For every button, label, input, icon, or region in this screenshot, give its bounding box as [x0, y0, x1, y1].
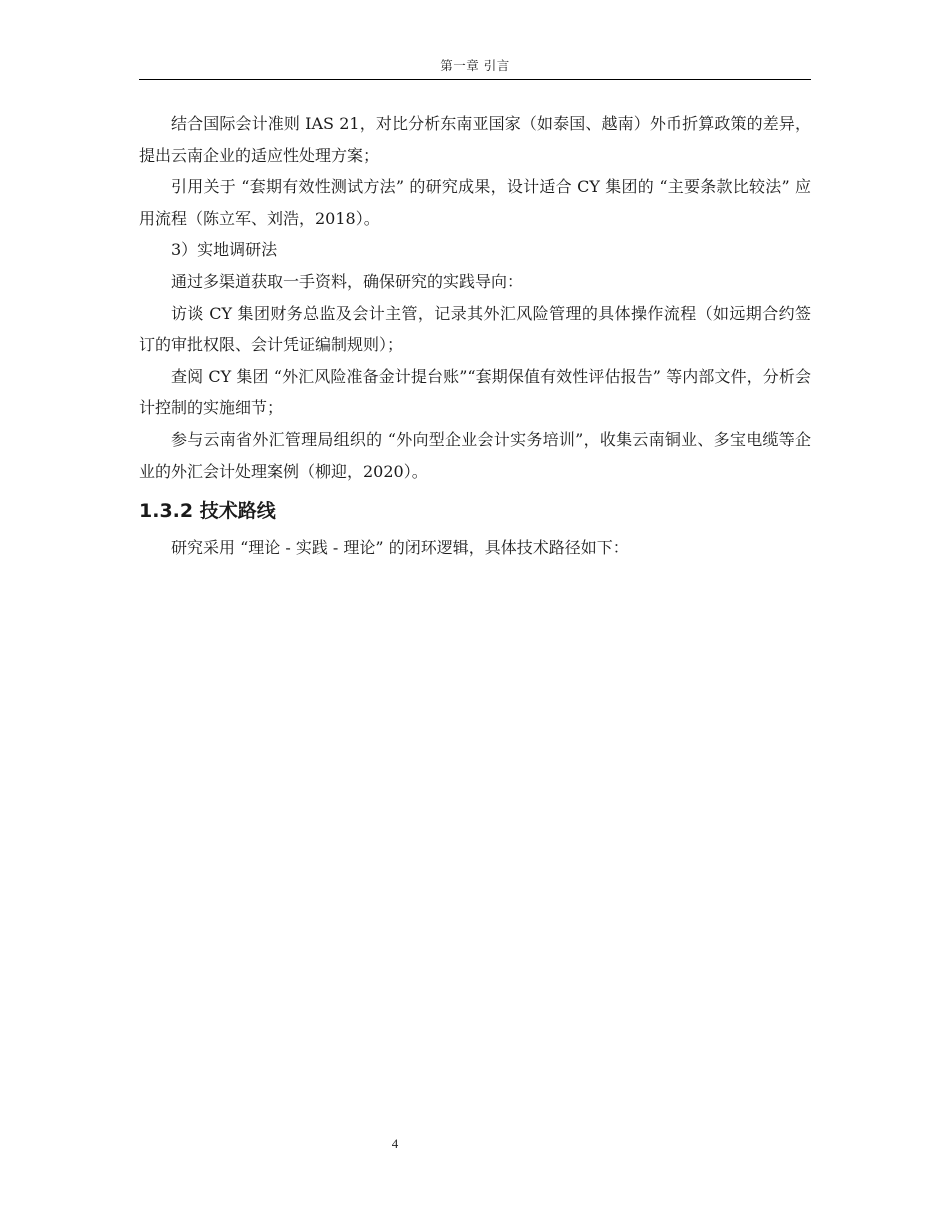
paragraph-field-research-intro: 通过多渠道获取一手资料，确保研究的实践导向： — [171, 271, 524, 291]
paragraph-training: 参与云南省外汇管理局组织的 “外向型企业会计实务培训”，收集云南铜业、多宝电缆等企业的外汇会计处理案例（柳迎，2020）。 — [139, 429, 811, 481]
section-heading: 1.3.2 技术路线 — [139, 500, 276, 523]
paragraph-hedge-test: 引用关于 “套期有效性测试方法” 的研究成果，设计适合 CY 集团的 “主要条款比较法” 应用流程（陈立军、刘浩，2018）。 — [139, 177, 811, 228]
running-header: 第一章 引言 — [440, 58, 510, 73]
paragraph-interview: 访谈 CY 集团财务总监及会计主管，记录其外汇风险管理的具体操作流程（如远期合约签订的审批权限、会计凭证编制规则）； — [139, 303, 811, 355]
paragraph-field-research-title: 3）实地调研法 — [171, 240, 278, 260]
paragraph-ias21: 结合国际会计准则 IAS 21，对比分析东南亚国家（如泰国、越南）外币折算政策的差异，提出云南企业的适应性处理方案； — [139, 114, 811, 165]
body-text — [139, 108, 811, 564]
paragraph-documents: 查阅 CY 集团 “外汇风险准备金计提台账”“套期保值有效性评估报告” 等内部文件，分析会计控制的实施细节； — [139, 366, 811, 418]
page-number: 4 — [391, 1136, 399, 1151]
paragraph-tech-route: 研究采用 “理论 - 实践 - 理论” 的闭环逻辑，具体技术路径如下： — [171, 538, 629, 558]
header-rule — [139, 79, 811, 80]
